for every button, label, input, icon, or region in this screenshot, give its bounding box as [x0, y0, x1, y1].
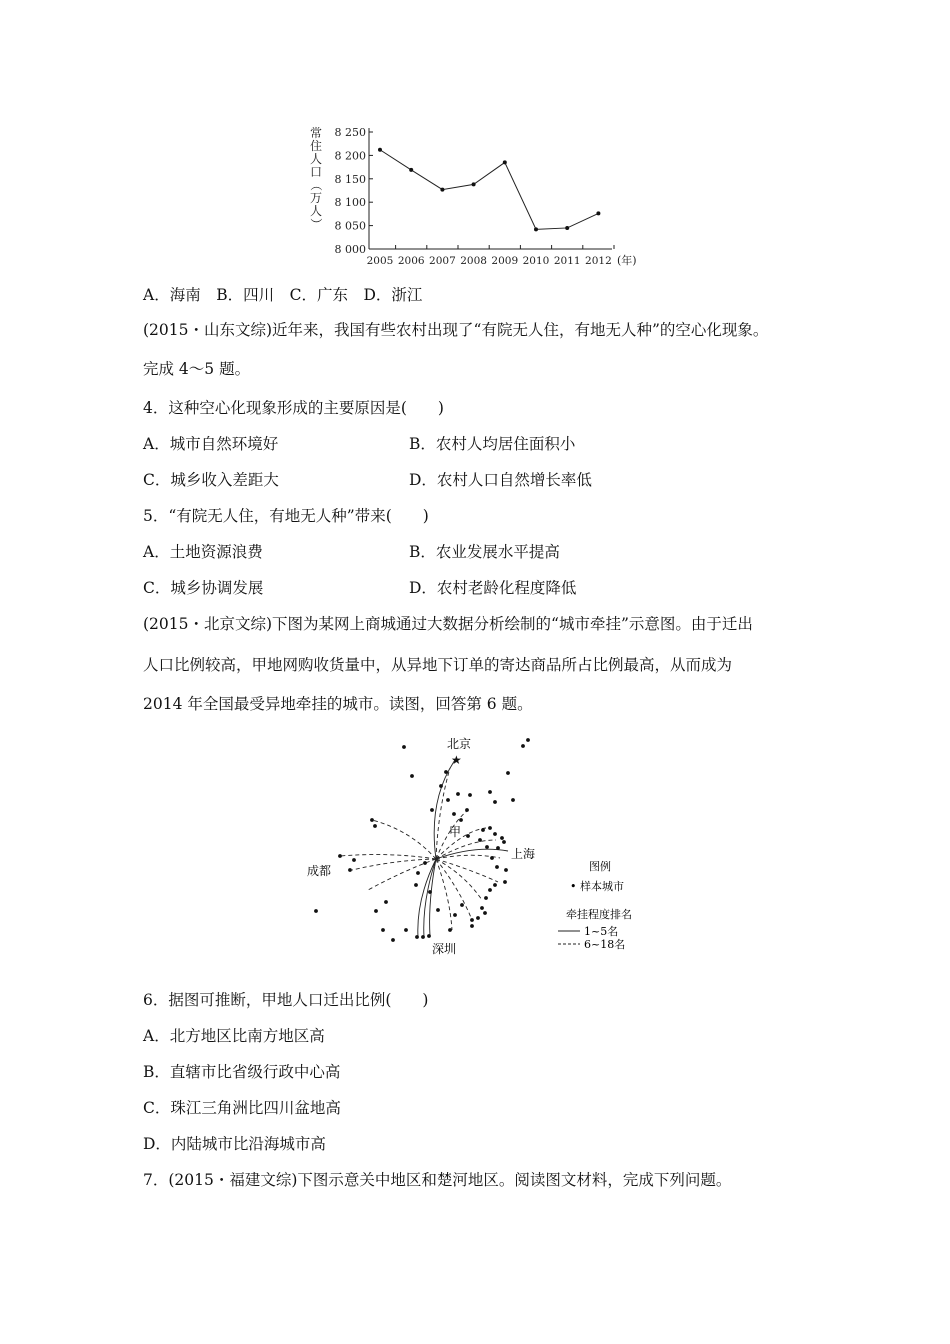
q6-option-c: C．珠江三角洲比四川盆地高 [143, 1099, 341, 1117]
sample-city-dot [456, 792, 460, 796]
chart-xtick-label: 2005 [366, 255, 394, 267]
q3-options: A．海南 B．四川 C．广东 D．浙江 [143, 286, 423, 304]
sample-city-dot [470, 924, 474, 928]
star-beijing-icon: ★ [451, 753, 462, 767]
sample-city-dot [468, 793, 472, 797]
q4-option-b: B．农村人均居住面积小 [409, 435, 576, 453]
sample-city-dot [495, 865, 499, 869]
chart-ylabel-char: （ [309, 178, 323, 192]
link-solid-shenzhen-1 [418, 859, 436, 937]
sample-city-dot [404, 928, 408, 932]
chart-xtick-label: 2008 [460, 255, 487, 267]
chart-xtick-label: 2011 [553, 255, 581, 267]
sample-city-dot [465, 808, 469, 812]
sample-city-dot [496, 846, 500, 850]
label-shanghai: 上海 [511, 847, 536, 861]
link-dashed-east-3 [436, 859, 498, 882]
chart-ylabel-char: 口 [309, 165, 323, 179]
city-linkage-map [300, 730, 660, 962]
legend-rank-title: 牵挂程度排名 [566, 908, 632, 921]
sample-city-dot [503, 880, 507, 884]
chart-point [440, 188, 444, 192]
sample-city-dot [439, 784, 443, 788]
legend-dashed-label: 6~18名 [584, 938, 626, 951]
sample-city-dot [506, 771, 510, 775]
chart-point [503, 160, 507, 164]
sample-city-dot [402, 745, 406, 749]
sample-city-dot [428, 890, 432, 894]
chart-xticks [367, 245, 614, 267]
chart-xtick-label: 2007 [429, 255, 456, 267]
chart-series-line [380, 150, 598, 230]
sample-city-dot [370, 818, 374, 822]
chart-point [596, 211, 600, 215]
q5-option-c: C．城乡协调发展 [143, 579, 264, 597]
sample-city-dot [444, 770, 448, 774]
chart-ylabel-char: 常 [309, 126, 323, 140]
chart-ylabel-char: 万 [309, 191, 323, 205]
sample-city-dot [459, 818, 463, 822]
map-link-lines [340, 760, 508, 937]
sample-city-dot [410, 774, 414, 778]
sample-city-dot [488, 826, 492, 830]
sample-city-dot [481, 828, 485, 832]
sample-city-dot [511, 798, 515, 802]
sample-city-dot [502, 840, 506, 844]
sample-city-dot [384, 900, 388, 904]
link-dashed-south-2 [436, 859, 452, 930]
sample-city-dot [493, 800, 497, 804]
label-jia: 甲 [449, 825, 462, 839]
q7-stem: 7．(2015・福建文综)下图示意关中地区和楚河地区。阅读图文材料，完成下列问题。 [143, 1171, 732, 1189]
label-beijing: 北京 [447, 737, 472, 751]
sample-city-dot [352, 858, 356, 862]
link-dashed-chengdu-2 [352, 859, 436, 870]
chart-ytick-label: 8 250 [334, 126, 366, 139]
sample-city-dot [338, 854, 342, 858]
q6-stem: 6．据图可推断，甲地人口迁出比例( ) [143, 991, 429, 1009]
intro-6-line2: 人口比例较高，甲地网购收货量中，从异地下订单的寄达商品所占比例最高，从而成为 [143, 656, 733, 674]
legend-title: 图例 [589, 860, 611, 873]
sample-city-dot [452, 812, 456, 816]
chart-ytick-label: 8 150 [334, 172, 366, 186]
chart-xtick-label: 2012 [585, 255, 612, 267]
legend-solid-label: 1~5名 [584, 925, 619, 938]
map-sample-cities [314, 738, 530, 942]
sample-city-dot [460, 903, 464, 907]
chart-ytick-label: 8 000 [334, 243, 366, 256]
sample-city-dot [483, 911, 487, 915]
chart-ylabel-char: ） [309, 217, 323, 231]
chart-axes [369, 128, 612, 249]
sample-city-dot [348, 868, 352, 872]
chart-point [472, 182, 476, 186]
sample-city-dot [391, 938, 395, 942]
sample-city-dot [470, 918, 474, 922]
chart-points [378, 148, 600, 232]
sample-city-dot [314, 909, 318, 913]
q4-option-d: D．农村人口自然增长率低 [409, 471, 592, 489]
q4-stem: 4．这种空心化现象形成的主要原因是( ) [143, 399, 444, 417]
q4-option-a: A．城市自然环境好 [143, 435, 279, 453]
chart-ytick-label: 8 050 [334, 219, 366, 233]
sample-city-dot [488, 888, 492, 892]
chart-point [409, 168, 413, 172]
chart-x-unit: (年) [617, 254, 637, 267]
q5-option-a: A．土地资源浪费 [143, 543, 263, 561]
sample-city-dot [490, 856, 494, 860]
sample-city-dot [381, 928, 385, 932]
chart-ytick-label: 8 100 [334, 196, 366, 210]
sample-city-dot [485, 845, 489, 849]
sample-city-dot [493, 832, 497, 836]
chart-point [378, 148, 382, 152]
link-dashed-north-1 [436, 768, 450, 859]
sample-city-dot [415, 935, 419, 939]
chart-point [534, 227, 538, 231]
label-chengdu: 成都 [307, 864, 332, 878]
intro-6-line3: 2014 年全国最受异地牵挂的城市。读图，回答第 6 题。 [143, 695, 533, 713]
sample-city-dot [526, 738, 530, 742]
chart-ylabel-char: 住 [309, 139, 323, 153]
sample-city-dot [480, 906, 484, 910]
sample-city-dot [521, 744, 525, 748]
sample-city-dot [446, 798, 450, 802]
chart-xtick-label: 2009 [491, 255, 519, 267]
sample-city-dot [373, 824, 377, 828]
chart-ytick-label: 8 200 [334, 149, 366, 163]
q5-option-b: B．农业发展水平提高 [409, 543, 560, 561]
sample-city-dot [453, 913, 457, 917]
sample-city-dot [493, 883, 497, 887]
q6-option-b: B．直辖市比省级行政中心高 [143, 1063, 341, 1081]
chart-ylabel-char: 人 [309, 204, 323, 218]
sample-city-dot [478, 838, 482, 842]
sample-city-dot [430, 808, 434, 812]
sample-city-dot [423, 861, 427, 865]
sample-city-dot [414, 883, 418, 887]
sample-city-dot [421, 935, 425, 939]
legend-sample-city: • 样本城市 [570, 880, 624, 893]
q5-option-d: D．农村老龄化程度降低 [409, 579, 577, 597]
chart-point [565, 226, 569, 230]
sample-city-dot [416, 871, 420, 875]
chart-xtick-label: 2010 [522, 255, 550, 267]
link-dashed-northwest [372, 820, 436, 859]
intro-45-line2: 完成 4～5 题。 [143, 360, 251, 378]
sample-city-dot [484, 896, 488, 900]
chart-ylabel [309, 125, 323, 230]
chart-ylabel-char: 人 [309, 152, 323, 166]
q5-stem: 5．“有院无人住，有地无人种”带来( ) [143, 507, 429, 525]
q4-option-c: C．城乡收入差距大 [143, 471, 279, 489]
link-dashed-south-1 [436, 859, 472, 920]
chart-xtick-label: 2006 [397, 255, 425, 267]
sample-city-dot [374, 909, 378, 913]
sample-city-dot [500, 836, 504, 840]
sample-city-dot [448, 928, 452, 932]
intro-45-line1: (2015・山东文综)近年来，我国有些农村出现了“有院无人住，有地无人种”的空心化现象。 [143, 321, 769, 339]
q6-option-d: D．内陆城市比沿海城市高 [143, 1135, 326, 1153]
sample-city-dot [504, 868, 508, 872]
sample-city-dot [427, 934, 431, 938]
sample-city-dot [466, 834, 470, 838]
q6-option-a: A．北方地区比南方地区高 [143, 1027, 325, 1045]
intro-6-line1: (2015・北京文综)下图为某网上商城通过大数据分析绘制的“城市牵挂”示意图。由于迁出 [143, 615, 753, 633]
sample-city-dot [436, 908, 440, 912]
sample-city-dot [488, 790, 492, 794]
chart-yticks [335, 126, 374, 256]
label-shenzhen: 深圳 [432, 942, 457, 956]
sample-city-dot [476, 916, 480, 920]
population-line-chart [308, 122, 648, 270]
